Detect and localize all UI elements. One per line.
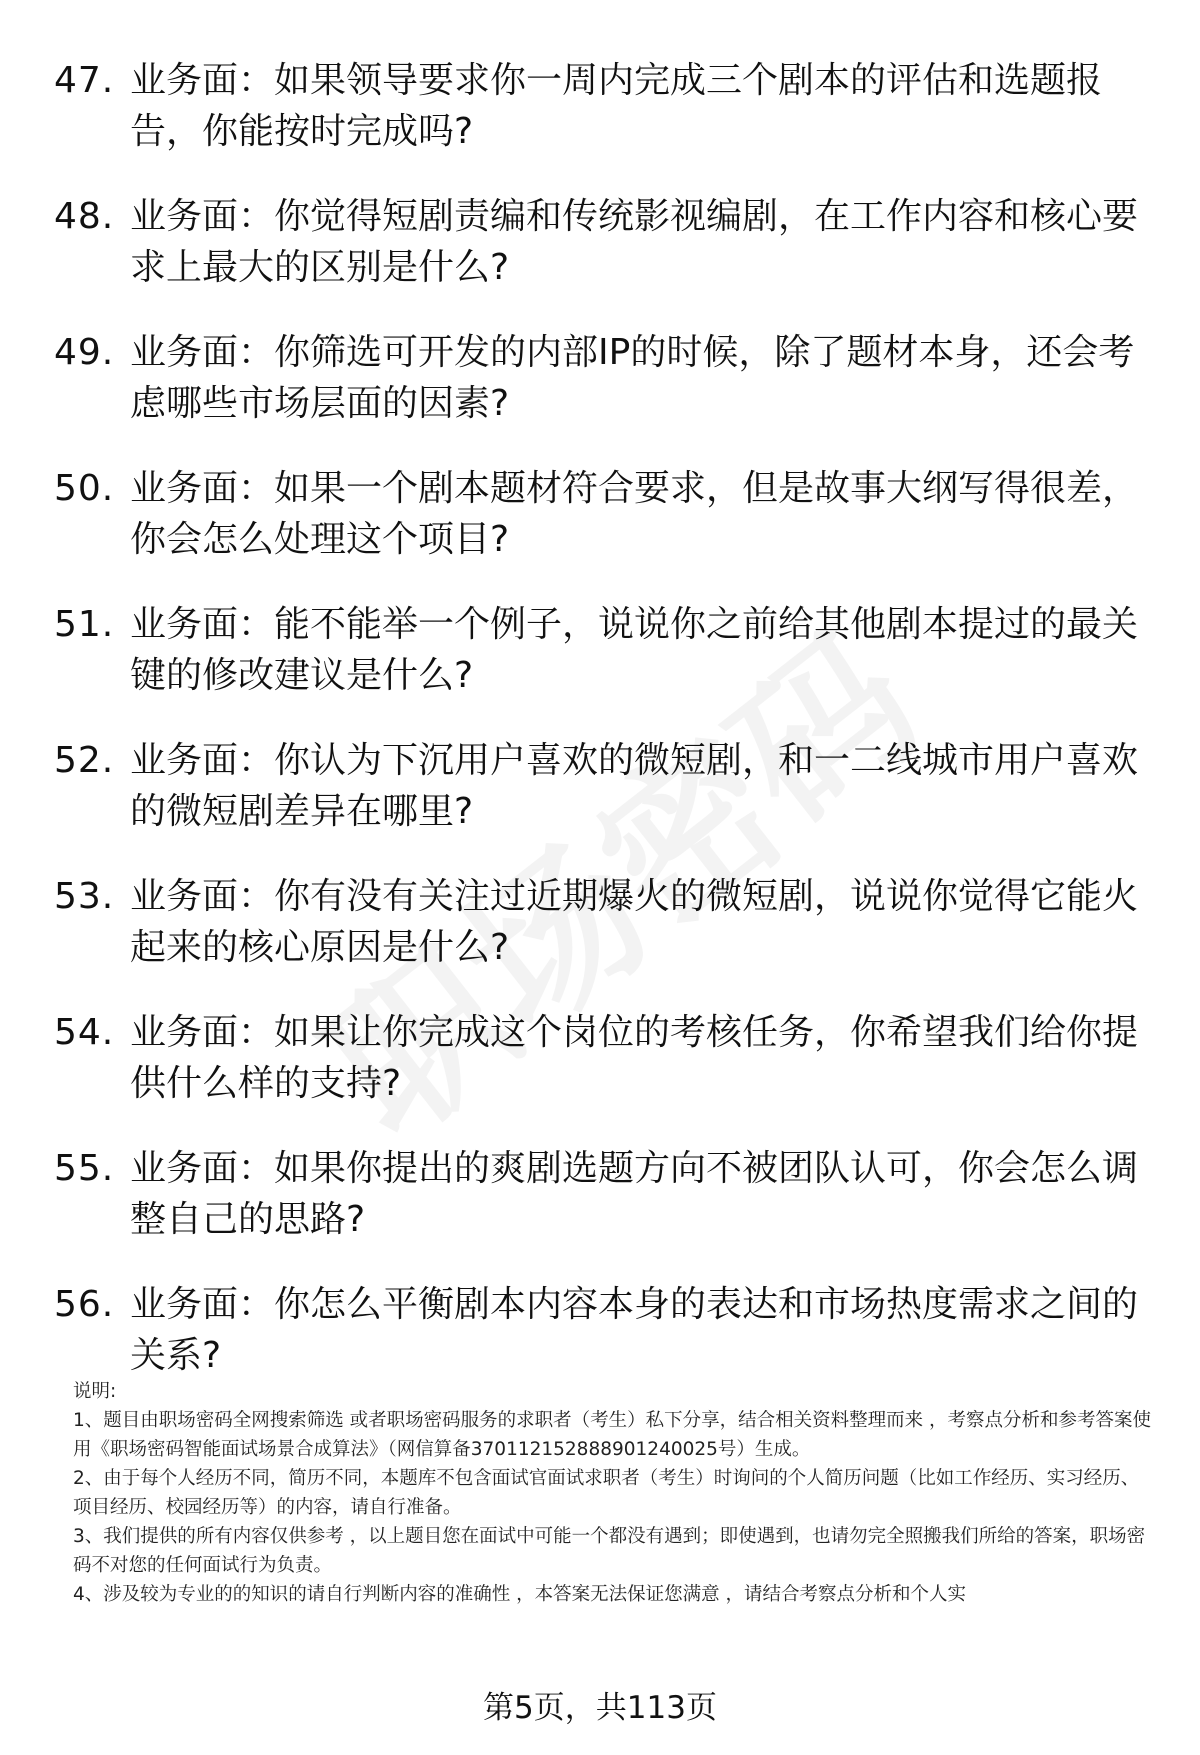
question-item <box>0 735 1200 871</box>
question-number: 54. <box>54 1012 115 1053</box>
question-item <box>0 55 1200 191</box>
question-item <box>0 1143 1200 1279</box>
question-number: 47. <box>54 60 115 101</box>
note-item: 1、题目由职场密码全网搜索筛选 或者职场密码服务的求职者（考生）私下分享，结合相关资料整理而来 ，考察点分析和参考答案使用《职场密码智能面试场景合成算法》（网信算备370112152888901240025号）生成。 <box>73 1410 1152 1460</box>
question-text: 业务面：如果领导要求你一周内完成三个剧本的评估和选题报告，你能按时完成吗? <box>130 60 1103 152</box>
question-text: 业务面：你筛选可开发的内部IP的时候，除了题材本身，还会考虑哪些市场层面的因素? <box>130 332 1135 424</box>
question-item <box>0 327 1200 463</box>
question-text: 业务面：如果让你完成这个岗位的考核任务，你希望我们给你提供什么样的支持? <box>130 1012 1139 1104</box>
question-text: 业务面：如果你提出的爽剧选题方向不被团队认可，你会怎么调整自己的思路? <box>130 1148 1139 1240</box>
question-item <box>0 871 1200 1007</box>
note-item: 2、由于每个人经历不同，简历不同，本题库不包含面试官面试求职者（考生）时询问的个人简历问题（比如工作经历、实习经历、项目经历、校园经历等）的内容，请自行准备。 <box>73 1468 1140 1518</box>
question-number: 51. <box>54 604 115 645</box>
question-item <box>0 191 1200 327</box>
note-item: 3、我们提供的所有内容仅供参考 ，以上题目您在面试中可能一个都没有遇到；即使遇到，也请勿完全照搬我们所给的答案，职场密码不对您的任何面试行为负责。 <box>73 1526 1146 1576</box>
question-number: 56. <box>54 1284 115 1325</box>
question-text: 业务面：如果一个剧本题材符合要求，但是故事大纲写得很差，你会怎么处理这个项目? <box>130 468 1139 560</box>
question-text: 业务面：你有没有关注过近期爆火的微短剧，说说你觉得它能火起来的核心原因是什么? <box>130 876 1139 968</box>
note-item: 4、涉及较为专业的的知识的请自行判断内容的准确性 ，本答案无法保证您满意 ，请结合考察点分析和个人实 <box>73 1584 967 1605</box>
question-number: 52. <box>54 740 115 781</box>
page-number: 第5页，共113页 <box>483 1690 717 1726</box>
question-number: 49. <box>54 332 115 373</box>
question-text: 业务面：能不能举一个例子，说说你之前给其他剧本提过的最关键的修改建议是什么? <box>130 604 1139 696</box>
question-number: 50. <box>54 468 115 509</box>
question-item <box>0 599 1200 735</box>
question-text: 业务面：你认为下沉用户喜欢的微短剧，和一二线城市用户喜欢的微短剧差异在哪里? <box>130 740 1139 832</box>
question-number: 48. <box>54 196 115 237</box>
notes-section <box>73 1377 1153 1609</box>
question-number: 55. <box>54 1148 115 1189</box>
notes-heading: 说明: <box>73 1381 117 1402</box>
question-item <box>0 463 1200 599</box>
question-list <box>0 55 1200 1415</box>
question-text: 业务面：你觉得短剧责编和传统影视编剧，在工作内容和核心要求上最大的区别是什么? <box>130 196 1139 288</box>
question-item <box>0 1007 1200 1143</box>
question-text: 业务面：你怎么平衡剧本内容本身的表达和市场热度需求之间的关系? <box>130 1284 1139 1376</box>
question-number: 53. <box>54 876 115 917</box>
